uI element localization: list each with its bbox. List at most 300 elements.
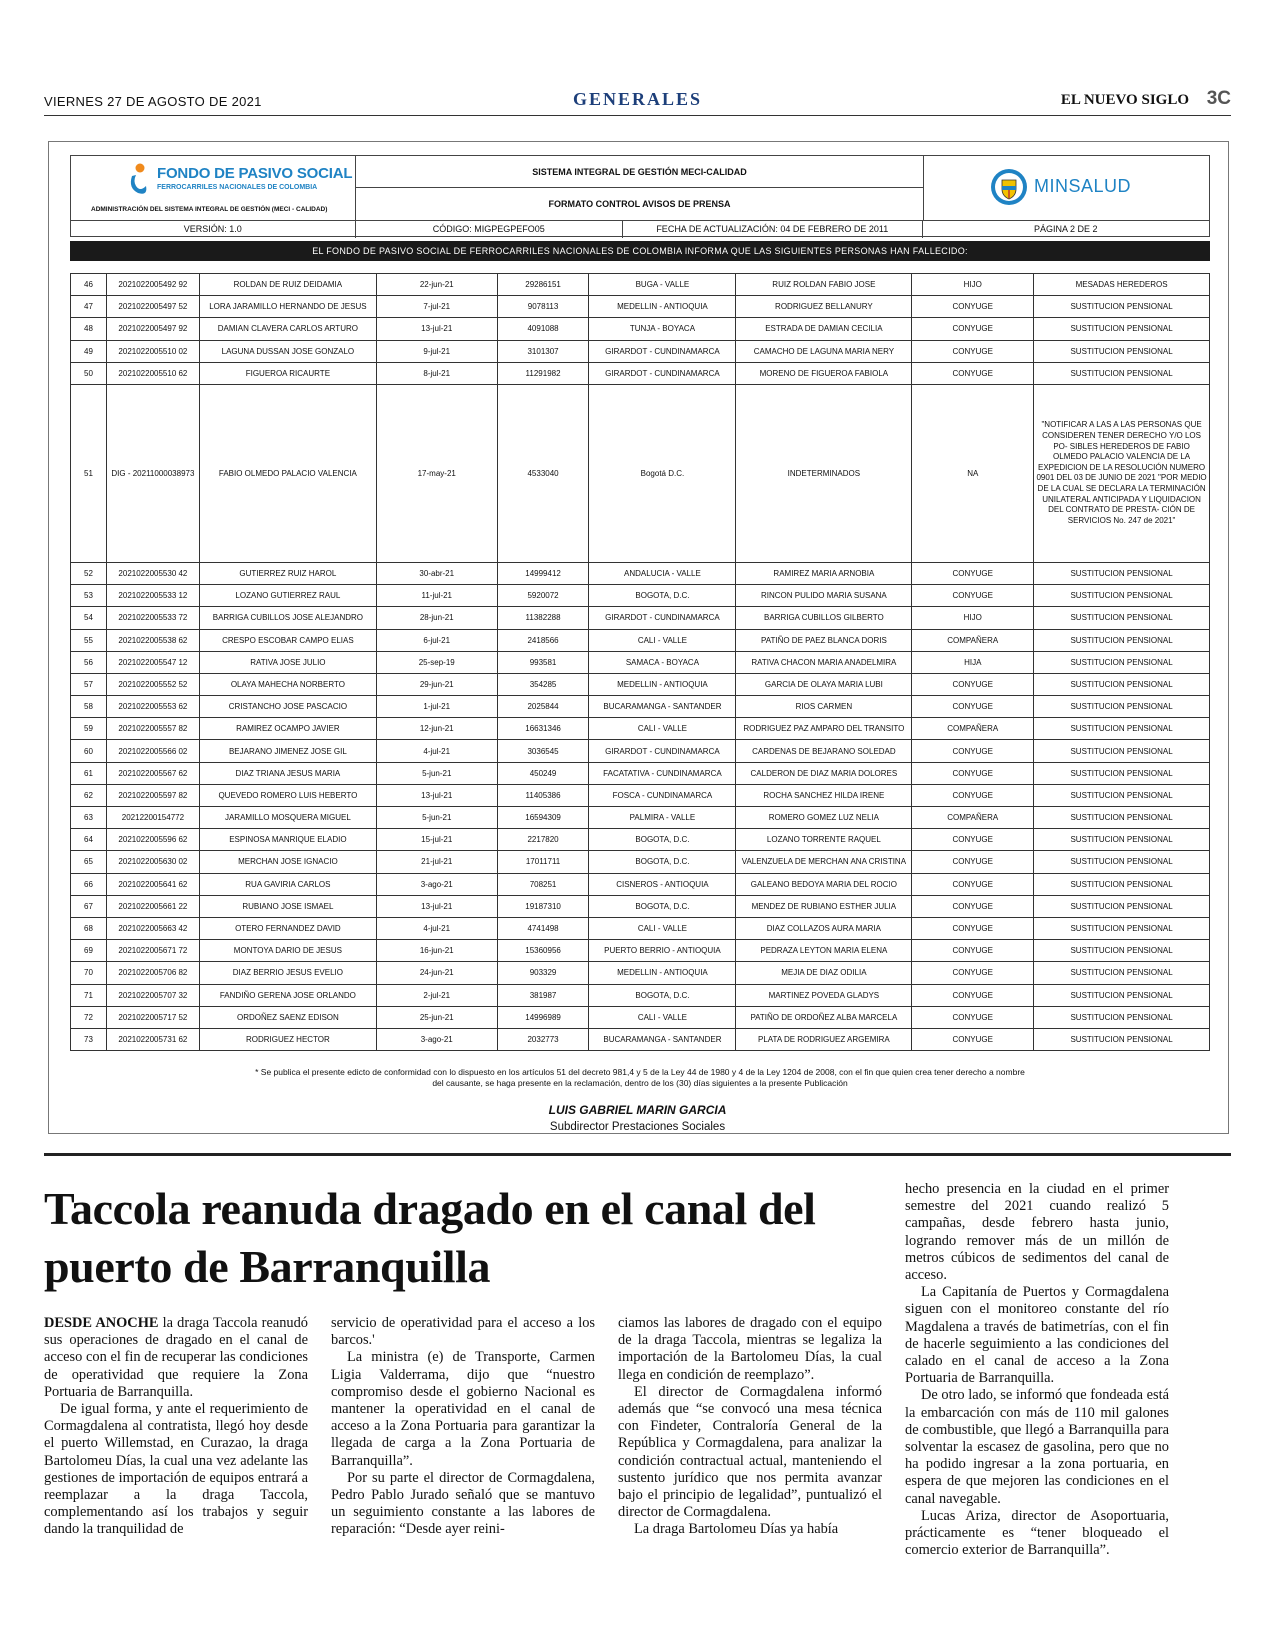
article-paragraph: Por su parte el director de Cormagdalena, Pedro Pablo Jurado señaló que se mantuvo un seguimiento constante a las labores de reparación: “Desde ayer reini- [331,1469,595,1538]
id-number-cell: 9078113 [497,296,589,318]
procedure-cell: SUSTITUCION PENSIONAL [1034,562,1210,584]
article-paragraph: La ministra (e) de Transporte, Carmen Ligia Valderrama, dijo que “nuestro compromiso desde el gobierno Nacional es mantener la operatividad en el canal de acceso a la Zona Portuaria para garantizar la llegada de carga a la Zona Portuaria de Barranquilla”. [331,1349,595,1469]
beneficiary-name-cell: INDETERMINADOS [736,384,912,562]
procedure-cell: SUSTITUCION PENSIONAL [1034,762,1210,784]
article-paragraph: hecho presencia en la ciudad en el primer semestre del 2021 cuando realizó 5 campañas, desde febrero hasta junio, logrando remover más de un millón de metros cúbicos de sedimentos del canal de acceso. [905,1181,1169,1284]
location-cell: BOGOTA, D.C. [589,895,736,917]
deceased-name-cell: ROLDAN DE RUIZ DEIDAMIA [199,274,376,296]
id-number-cell: 3036545 [497,740,589,762]
article-paragraph: El director de Cormagdalena informó además que “se convocó una mesa técnica con Findeter, Contraloría General de la República y Cormagdalena, para analizar la condición contractual actual, manteniendo el sustento jurídico que nos permita avanzar bajo el principio de legalidad”, puntualizó el director de Cormagdalena. [618,1383,882,1521]
id-number-cell: 19187310 [497,895,589,917]
id-number-cell: 4533040 [497,384,589,562]
death-date-cell: 4-jul-21 [376,740,497,762]
table-row [71,340,1210,362]
relationship-cell: CONYUGE [912,562,1034,584]
beneficiary-name-cell: MARTINEZ POVEDA GLADYS [736,984,912,1006]
procedure-cell: SUSTITUCION PENSIONAL [1034,784,1210,806]
row-number-cell: 53 [71,585,107,607]
id-number-cell: 354285 [497,673,589,695]
death-date-cell: 15-jul-21 [376,829,497,851]
beneficiary-name-cell: RUIZ ROLDAN FABIO JOSE [736,274,912,296]
id-number-cell: 11291982 [497,362,589,384]
beneficiary-name-cell: PEDRAZA LEYTON MARIA ELENA [736,940,912,962]
relationship-cell: CONYUGE [912,895,1034,917]
deceased-name-cell: CRISTANCHO JOSE PASCACIO [199,696,376,718]
death-date-cell: 6-jul-21 [376,629,497,651]
row-number-cell: 65 [71,851,107,873]
table-row [71,296,1210,318]
id-number-cell: 2217820 [497,829,589,851]
table-row [71,984,1210,1006]
location-cell: BUCARAMANGA - SANTANDER [589,696,736,718]
location-cell: CALI - VALLE [589,917,736,939]
row-number-cell: 57 [71,673,107,695]
procedure-cell: SUSTITUCION PENSIONAL [1034,296,1210,318]
deceased-table [70,273,1210,1051]
id-number-cell: 14996989 [497,1006,589,1028]
location-cell: BOGOTA, D.C. [589,984,736,1006]
procedure-cell: SUSTITUCION PENSIONAL [1034,718,1210,740]
death-date-cell: 17-may-21 [376,384,497,562]
document-meta-row [71,220,1209,238]
case-number-cell: 20212200154772 [106,807,199,829]
deceased-name-cell: LORA JARAMILLO HERNANDO DE JESUS [199,296,376,318]
death-date-cell: 8-jul-21 [376,362,497,384]
row-number-cell: 68 [71,917,107,939]
case-number-cell: DIG - 20211000038973 [106,384,199,562]
deceased-name-cell: FANDIÑO GERENA JOSE ORLANDO [199,984,376,1006]
coat-of-arms-icon [990,168,1028,206]
table-row [71,629,1210,651]
deceased-name-cell: BARRIGA CUBILLOS JOSE ALEJANDRO [199,607,376,629]
row-number-cell: 67 [71,895,107,917]
id-number-cell: 5920072 [497,585,589,607]
beneficiary-name-cell: LOZANO TORRENTE RAQUEL [736,829,912,851]
table-row [71,740,1210,762]
table-row [71,1028,1210,1050]
death-date-cell: 16-jun-21 [376,940,497,962]
id-number-cell: 2025844 [497,696,589,718]
row-number-cell: 60 [71,740,107,762]
beneficiary-name-cell: MORENO DE FIGUEROA FABIOLA [736,362,912,384]
deceased-name-cell: CRESPO ESCOBAR CAMPO ELIAS [199,629,376,651]
section-title: GENERALES [572,89,703,109]
id-number-cell: 903329 [497,962,589,984]
deceased-name-cell: ESPINOSA MANRIQUE ELADIO [199,829,376,851]
document-version: VERSIÓN: 1.0 [71,221,356,238]
location-cell: BOGOTA, D.C. [589,585,736,607]
id-number-cell: 17011711 [497,851,589,873]
procedure-cell: SUSTITUCION PENSIONAL [1034,940,1210,962]
table-row [71,873,1210,895]
death-date-cell: 25-sep-19 [376,651,497,673]
row-number-cell: 51 [71,384,107,562]
relationship-cell: HIJA [912,651,1034,673]
row-number-cell: 48 [71,318,107,340]
fund-logo [71,156,356,220]
relationship-cell: CONYUGE [912,984,1034,1006]
beneficiary-name-cell: CARDENAS DE BEJARANO SOLEDAD [736,740,912,762]
legal-footnote: * Se publica el presente edicto de conformidad con lo dispuesto en los artículos 51 del decreto 981,4 y 5 de la Ley 44 de 1980 y 4 de la Ley 1204 de 2008, con el fin que quien crea tener derecho a nombre del causante, se haga presente en la reclamación, dentro de los (30) días siguientes a la presente Publicación [255,1067,1025,1088]
beneficiary-name-cell: VALENZUELA DE MERCHAN ANA CRISTINA [736,851,912,873]
death-date-cell: 29-jun-21 [376,673,497,695]
fund-admin-caption: ADMINISTRACIÓN DEL SISTEMA INTEGRAL DE GESTIÓN (MECI - CALIDAD) [91,206,328,213]
case-number-cell: 2021022005552 52 [106,673,199,695]
row-number-cell: 52 [71,562,107,584]
notice-titles [356,156,924,220]
row-number-cell: 55 [71,629,107,651]
row-number-cell: 64 [71,829,107,851]
death-date-cell: 11-jul-21 [376,585,497,607]
procedure-cell: SUSTITUCION PENSIONAL [1034,1028,1210,1050]
case-number-cell: 2021022005510 02 [106,340,199,362]
case-number-cell: 2021022005707 32 [106,984,199,1006]
id-number-cell: 993581 [497,651,589,673]
id-number-cell: 4741498 [497,917,589,939]
id-number-cell: 450249 [497,762,589,784]
table-row [71,274,1210,296]
beneficiary-name-cell: GALEANO BEDOYA MARIA DEL ROCIO [736,873,912,895]
deceased-name-cell: DIAZ BERRIO JESUS EVELIO [199,962,376,984]
table-row [71,807,1210,829]
beneficiary-name-cell: MEJIA DE DIAZ ODILIA [736,962,912,984]
id-number-cell: 11405386 [497,784,589,806]
location-cell: MEDELLIN - ANTIOQUIA [589,296,736,318]
deceased-name-cell: RODRIGUEZ HECTOR [199,1028,376,1050]
table-row [71,829,1210,851]
relationship-cell: COMPAÑERA [912,718,1034,740]
table-row [71,607,1210,629]
row-number-cell: 50 [71,362,107,384]
case-number-cell: 2021022005567 62 [106,762,199,784]
procedure-cell: SUSTITUCION PENSIONAL [1034,318,1210,340]
page-number: 3C [1206,88,1231,109]
row-number-cell: 49 [71,340,107,362]
death-date-cell: 3-ago-21 [376,873,497,895]
ministry-name: MINSALUD [1034,176,1132,196]
relationship-cell: CONYUGE [912,585,1034,607]
deceased-name-cell: RUA GAVIRIA CARLOS [199,873,376,895]
fund-logo-name: FONDO DE PASIVO SOCIAL [157,165,353,182]
document-page: PÁGINA 2 DE 2 [1033,224,1098,234]
id-number-cell: 15360956 [497,940,589,962]
row-number-cell: 71 [71,984,107,1006]
row-number-cell: 59 [71,718,107,740]
relationship-cell: CONYUGE [912,673,1034,695]
relationship-cell: COMPAÑERA [912,807,1034,829]
case-number-cell: 2021022005492 92 [106,274,199,296]
id-number-cell: 16631346 [497,718,589,740]
case-number-cell: 2021022005566 02 [106,740,199,762]
deceased-name-cell: RATIVA JOSE JULIO [199,651,376,673]
location-cell: BUCARAMANGA - SANTANDER [589,1028,736,1050]
id-number-cell: 29286151 [497,274,589,296]
death-date-cell: 1-jul-21 [376,696,497,718]
case-number-cell: 2021022005557 82 [106,718,199,740]
procedure-cell: SUSTITUCION PENSIONAL [1034,696,1210,718]
id-number-cell: 16594309 [497,807,589,829]
beneficiary-name-cell: PLATA DE RODRIGUEZ ARGEMIRA [736,1028,912,1050]
location-cell: GIRARDOT - CUNDINAMARCA [589,340,736,362]
beneficiary-name-cell: ROMERO GOMEZ LUZ NELIA [736,807,912,829]
relationship-cell: CONYUGE [912,917,1034,939]
signer-role: Subdirector Prestaciones Sociales [549,1121,726,1133]
procedure-cell: SUSTITUCION PENSIONAL [1034,851,1210,873]
article-paragraph: ciamos las labores de dragado con el equipo de la draga Taccola, mientras se legaliza la importación de la Bartolomeu Días, la cual llega en condición de reemplazo”. [618,1315,882,1383]
procedure-cell: SUSTITUCION PENSIONAL [1034,651,1210,673]
deceased-name-cell: QUEVEDO ROMERO LUIS HEBERTO [199,784,376,806]
row-number-cell: 61 [71,762,107,784]
article-column-2 [331,1315,595,1539]
id-number-cell: 2032773 [497,1028,589,1050]
article-headline: Taccola reanuda dragado en el canal del puerto de Barranquilla [44,1183,816,1292]
relationship-cell: CONYUGE [912,962,1034,984]
death-date-cell: 7-jul-21 [376,296,497,318]
id-number-cell: 11382288 [497,607,589,629]
row-number-cell: 73 [71,1028,107,1050]
deceased-name-cell: RAMIREZ OCAMPO JAVIER [199,718,376,740]
table-row [71,318,1210,340]
relationship-cell: CONYUGE [912,1006,1034,1028]
article-paragraph: DESDE ANOCHE la draga Taccola reanudó sus operaciones de dragado en el canal de acceso con el fin de recuperar las condiciones de operatividad que requiere la Zona Portuaria de Barranquilla. [44,1315,308,1400]
table-row [71,962,1210,984]
procedure-cell: SUSTITUCION PENSIONAL [1034,585,1210,607]
case-number-cell: 2021022005510 62 [106,362,199,384]
location-cell: MEDELLIN - ANTIOQUIA [589,673,736,695]
beneficiary-name-cell: RIOS CARMEN [736,696,912,718]
row-number-cell: 69 [71,940,107,962]
id-number-cell: 2418566 [497,629,589,651]
procedure-cell: SUSTITUCION PENSIONAL [1034,962,1210,984]
case-number-cell: 2021022005533 12 [106,585,199,607]
page-masthead [44,88,1231,116]
table-row [71,940,1210,962]
deceased-name-cell: LOZANO GUTIERREZ RAUL [199,585,376,607]
location-cell: GIRARDOT - CUNDINAMARCA [589,607,736,629]
case-number-cell: 2021022005641 62 [106,873,199,895]
location-cell: FOSCA - CUNDINAMARCA [589,784,736,806]
article-paragraph: servicio de operatividad para el acceso a los barcos.' [331,1315,595,1349]
procedure-cell: SUSTITUCION PENSIONAL [1034,984,1210,1006]
id-number-cell: 3101307 [497,340,589,362]
case-number-cell: 2021022005497 52 [106,296,199,318]
location-cell: Bogotá D.C. [589,384,736,562]
relationship-cell: CONYUGE [912,940,1034,962]
location-cell: SAMACA - BOYACA [589,651,736,673]
relationship-cell: HIJO [912,274,1034,296]
location-cell: GIRARDOT - CUNDINAMARCA [589,740,736,762]
table-row [71,917,1210,939]
row-number-cell: 70 [71,962,107,984]
case-number-cell: 2021022005596 62 [106,829,199,851]
beneficiary-name-cell: GARCIA DE OLAYA MARIA LUBI [736,673,912,695]
issue-date: VIERNES 27 DE AGOSTO DE 2021 [44,94,262,109]
death-date-cell: 22-jun-21 [376,274,497,296]
row-number-cell: 66 [71,873,107,895]
relationship-cell: CONYUGE [912,340,1034,362]
location-cell: PUERTO BERRIO - ANTIOQUIA [589,940,736,962]
fund-logo-icon [126,162,152,196]
relationship-cell: CONYUGE [912,740,1034,762]
beneficiary-name-cell: RAMIREZ MARIA ARNOBIA [736,562,912,584]
location-cell: CALI - VALLE [589,629,736,651]
row-number-cell: 72 [71,1006,107,1028]
case-number-cell: 2021022005717 52 [106,1006,199,1028]
beneficiary-name-cell: RODRIGUEZ PAZ AMPARO DEL TRANSITO [736,718,912,740]
document-code: CÓDIGO: MIGPEGPEFO05 [356,221,624,238]
death-date-cell: 12-jun-21 [376,718,497,740]
procedure-cell: "NOTIFICAR A LAS A LAS PERSONAS QUE CONSIDEREN TENER DERECHO Y/O LOS PO- SIBLES HEREDEROS DE FABIO OLMEDO PALACIO VALENCIA DE LA EXPEDICION DE LA RESOLUCIÓN NUMERO 0901 DEL 03 DE JUNIO DE 2021 "POR MEDIO DE LA CUAL SE DECLARA LA TERMINACIÓN UNILATERAL ANTICIPADA Y LIQUIDACION DEL CONTRATO DE PRESTA- CIÓN DE SERVICIOS No. 247 de 2021" [1034,384,1210,562]
deceased-name-cell: FABIO OLMEDO PALACIO VALENCIA [199,384,376,562]
table-row [71,585,1210,607]
beneficiary-name-cell: RATIVA CHACON MARIA ANADELMIRA [736,651,912,673]
case-number-cell: 2021022005663 42 [106,917,199,939]
deceased-name-cell: MONTOYA DARIO DE JESUS [199,940,376,962]
signer-name: LUIS GABRIEL MARIN GARCIA [548,1103,727,1117]
article-divider [44,1153,1231,1156]
procedure-cell: SUSTITUCION PENSIONAL [1034,673,1210,695]
relationship-cell: COMPAÑERA [912,629,1034,651]
id-number-cell: 14999412 [497,562,589,584]
system-title: SISTEMA INTEGRAL DE GESTIÓN MECI-CALIDAD [356,156,923,188]
location-cell: BOGOTA, D.C. [589,829,736,851]
table-row [71,673,1210,695]
deceased-name-cell: OTERO FERNANDEZ DAVID [199,917,376,939]
procedure-cell: SUSTITUCION PENSIONAL [1034,1006,1210,1028]
procedure-cell: SUSTITUCION PENSIONAL [1034,362,1210,384]
ministry-logo [924,156,1211,220]
beneficiary-name-cell: DIAZ COLLAZOS AURA MARIA [736,917,912,939]
location-cell: BOGOTA, D.C. [589,851,736,873]
death-date-cell: 9-jul-21 [376,340,497,362]
row-number-cell: 46 [71,274,107,296]
death-date-cell: 21-jul-21 [376,851,497,873]
row-number-cell: 63 [71,807,107,829]
deceased-name-cell: MERCHAN JOSE IGNACIO [199,851,376,873]
procedure-cell: SUSTITUCION PENSIONAL [1034,340,1210,362]
procedure-cell: SUSTITUCION PENSIONAL [1034,607,1210,629]
relationship-cell: HIJO [912,607,1034,629]
beneficiary-name-cell: RODRIGUEZ BELLANURY [736,296,912,318]
beneficiary-name-cell: CALDERON DE DIAZ MARIA DOLORES [736,762,912,784]
relationship-cell: CONYUGE [912,851,1034,873]
beneficiary-name-cell: ESTRADA DE DAMIAN CECILIA [736,318,912,340]
deceased-name-cell: ORDOÑEZ SAENZ EDISON [199,1006,376,1028]
beneficiary-name-cell: MENDEZ DE RUBIANO ESTHER JULIA [736,895,912,917]
death-date-cell: 5-jun-21 [376,807,497,829]
table-row [71,762,1210,784]
procedure-cell: SUSTITUCION PENSIONAL [1034,807,1210,829]
case-number-cell: 2021022005597 82 [106,784,199,806]
article-column-1 [44,1315,308,1539]
deceased-name-cell: RUBIANO JOSE ISMAEL [199,895,376,917]
deceased-table-body [71,274,1210,1051]
case-number-cell: 2021022005630 02 [106,851,199,873]
procedure-cell: MESADAS HEREDEROS [1034,274,1210,296]
case-number-cell: 2021022005547 12 [106,651,199,673]
death-date-cell: 13-jul-21 [376,318,497,340]
location-cell: FACATATIVA - CUNDINAMARCA [589,762,736,784]
article-lead: DESDE ANOCHE [44,1315,159,1331]
beneficiary-name-cell: ROCHA SANCHEZ HILDA IRENE [736,784,912,806]
article-paragraph: De otro lado, se informó que fondeada está la embarcación con más de 110 mil galones de combustible, que llegó a Barranquilla para solventar la escasez de gasolina, pero que no ha podido ingresar a la zona portuaria, en espera de que mejoren las condiciones en el canal navegable. [905,1387,1169,1507]
deceased-name-cell: GUTIERREZ RUIZ HAROL [199,562,376,584]
fund-logo-subtitle: FERROCARRILES NACIONALES DE COLOMBIA [157,184,318,191]
beneficiary-name-cell: PATIÑO DE ORDOÑEZ ALBA MARCELA [736,1006,912,1028]
table-row [71,696,1210,718]
death-date-cell: 5-jun-21 [376,762,497,784]
table-row [71,784,1210,806]
relationship-cell: CONYUGE [912,784,1034,806]
death-date-cell: 13-jul-21 [376,895,497,917]
death-date-cell: 25-jun-21 [376,1006,497,1028]
procedure-cell: SUSTITUCION PENSIONAL [1034,629,1210,651]
id-number-cell: 708251 [497,873,589,895]
beneficiary-name-cell: PATIÑO DE PAEZ BLANCA DORIS [736,629,912,651]
location-cell: CISNEROS - ANTIOQUIA [589,873,736,895]
case-number-cell: 2021022005706 82 [106,962,199,984]
case-number-cell: 2021022005533 72 [106,607,199,629]
procedure-cell: SUSTITUCION PENSIONAL [1034,895,1210,917]
newspaper-name: EL NUEVO SIGLO [1060,92,1189,108]
table-row [71,384,1210,562]
case-number-cell: 2021022005538 62 [106,629,199,651]
article-paragraph: La Capitanía de Puertos y Cormagdalena siguen con el monitoreo constante del río Magdalena a través de batimetrías, con el fin de hacerle seguimiento a las condiciones del calado en el canal de acceso a la Zona Portuaria de Barranquilla. [905,1284,1169,1387]
relationship-cell: CONYUGE [912,829,1034,851]
table-row [71,1006,1210,1028]
relationship-cell: CONYUGE [912,762,1034,784]
location-cell: CALI - VALLE [589,718,736,740]
row-number-cell: 47 [71,296,107,318]
relationship-cell: CONYUGE [912,873,1034,895]
case-number-cell: 2021022005671 72 [106,940,199,962]
notice-header [70,155,1210,237]
location-cell: ANDALUCIA - VALLE [589,562,736,584]
relationship-cell: CONYUGE [912,296,1034,318]
case-number-cell: 2021022005530 42 [106,562,199,584]
format-title: FORMATO CONTROL AVISOS DE PRENSA [548,199,731,209]
death-date-cell: 30-abr-21 [376,562,497,584]
beneficiary-name-cell: BARRIGA CUBILLOS GILBERTO [736,607,912,629]
death-date-cell: 13-jul-21 [376,784,497,806]
table-row [71,851,1210,873]
deceased-name-cell: LAGUNA DUSSAN JOSE GONZALO [199,340,376,362]
death-date-cell: 24-jun-21 [376,962,497,984]
location-cell: MEDELLIN - ANTIOQUIA [589,962,736,984]
table-row [71,562,1210,584]
procedure-cell: SUSTITUCION PENSIONAL [1034,873,1210,895]
update-date: FECHA DE ACTUALIZACIÓN: 04 DE FEBRERO DE 2011 [623,221,922,238]
death-date-cell: 3-ago-21 [376,1028,497,1050]
death-date-cell: 2-jul-21 [376,984,497,1006]
relationship-cell: CONYUGE [912,1028,1034,1050]
deceased-name-cell: DIAZ TRIANA JESUS MARIA [199,762,376,784]
deceased-name-cell: BEJARANO JIMENEZ JOSE GIL [199,740,376,762]
row-number-cell: 54 [71,607,107,629]
procedure-cell: SUSTITUCION PENSIONAL [1034,829,1210,851]
article-column-4 [905,1181,1169,1559]
notice-banner: EL FONDO DE PASIVO SOCIAL DE FERROCARRILES NACIONALES DE COLOMBIA INFORMA QUE LAS SIGUIENTES PERSONAS HAN FALLECIDO: [70,241,1210,261]
relationship-cell: NA [912,384,1034,562]
relationship-cell: CONYUGE [912,318,1034,340]
deceased-name-cell: DAMIAN CLAVERA CARLOS ARTURO [199,318,376,340]
row-number-cell: 58 [71,696,107,718]
deceased-name-cell: OLAYA MAHECHA NORBERTO [199,673,376,695]
case-number-cell: 2021022005661 22 [106,895,199,917]
location-cell: CALI - VALLE [589,1006,736,1028]
id-number-cell: 381987 [497,984,589,1006]
article-column-3 [618,1315,882,1539]
